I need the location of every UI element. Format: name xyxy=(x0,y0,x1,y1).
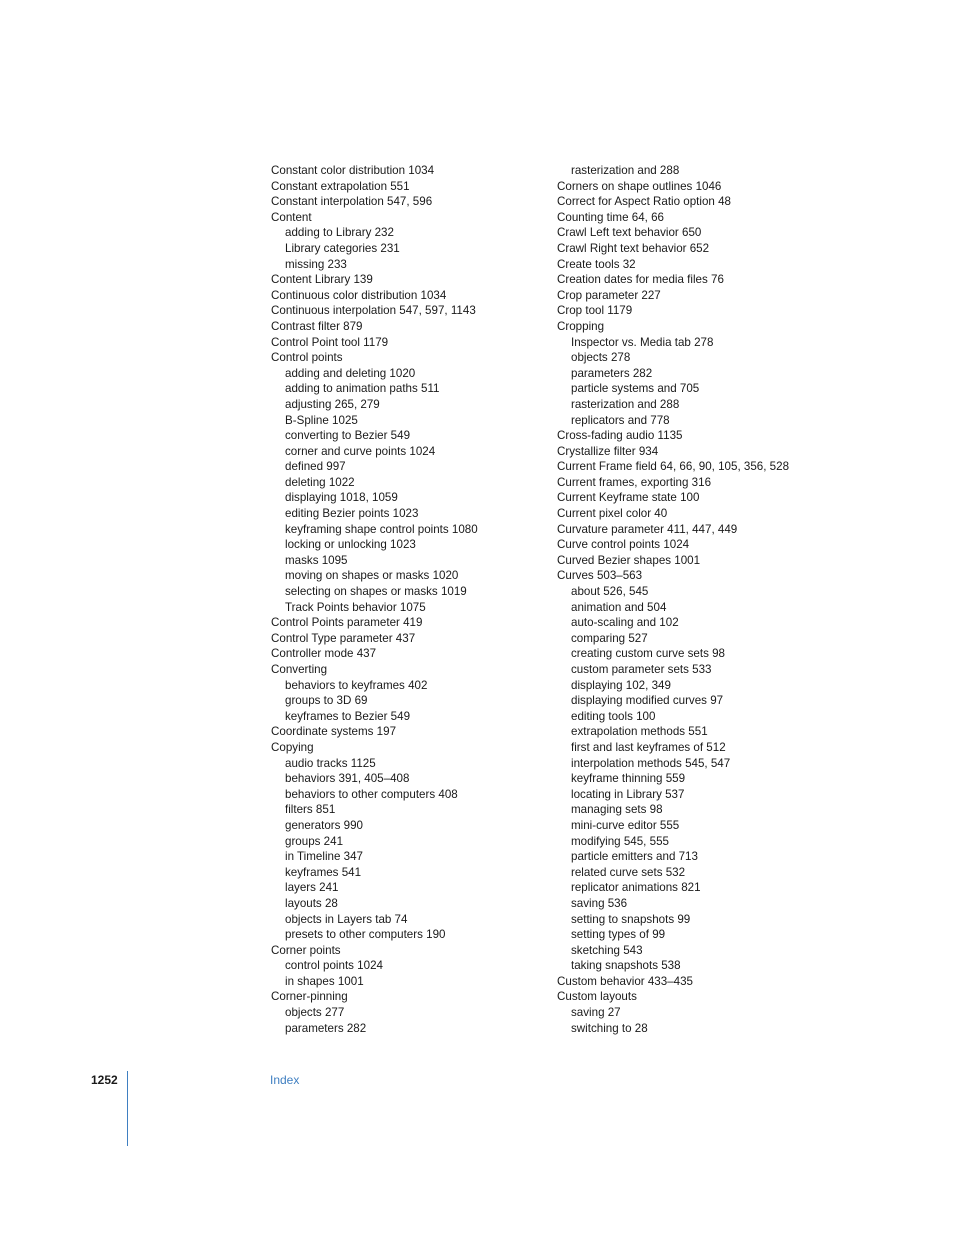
index-subentry: about 526, 545 xyxy=(571,585,649,599)
index-subentry: creating custom curve sets 98 xyxy=(571,647,726,661)
index-subentry: Track Points behavior 1075 xyxy=(285,600,426,614)
index-subentry: adding to Library 232 xyxy=(285,226,394,240)
index-subentry: particle emitters and 713 xyxy=(571,850,698,864)
index-entry: Controller mode 437 xyxy=(271,647,377,661)
index-subentry: managing sets 98 xyxy=(571,803,663,817)
index-subentry: objects 277 xyxy=(285,1006,345,1020)
index-subentry: parameters 282 xyxy=(571,366,653,380)
index-subentry: sketching 543 xyxy=(571,943,643,957)
index-subentry: generators 990 xyxy=(285,818,363,832)
index-entry: Crawl Right text behavior 652 xyxy=(557,241,710,255)
index-subentry: adding and deleting 1020 xyxy=(285,366,416,380)
index-entry: Constant color distribution 1034 xyxy=(271,164,435,177)
index-subentry: moving on shapes or masks 1020 xyxy=(285,569,459,583)
index-subentry: switching to 28 xyxy=(571,1021,648,1035)
index-entry: Curved Bezier shapes 1001 xyxy=(557,553,701,567)
index-subentry: parameters 282 xyxy=(285,1021,367,1035)
index-subentry: animation and 504 xyxy=(571,600,667,614)
index-subentry: keyframes 541 xyxy=(285,865,362,879)
index-subentry: keyframing shape control points 1080 xyxy=(285,522,478,536)
index-entry: Cropping xyxy=(557,319,605,333)
index-subentry: adjusting 265, 279 xyxy=(285,397,380,411)
index-entry: Crop tool 1179 xyxy=(557,304,633,318)
index-subentry: Library categories 231 xyxy=(285,241,400,255)
index-entry: Content xyxy=(271,210,312,224)
index-subentry: presets to other computers 190 xyxy=(285,928,446,942)
index-entry: Control Points parameter 419 xyxy=(271,616,423,630)
index-subentry: objects in Layers tab 74 xyxy=(285,912,408,926)
index-column-left xyxy=(271,163,541,1036)
page-number: 1252 xyxy=(91,1073,118,1087)
index-entry: Crop parameter 227 xyxy=(557,288,661,302)
index-subentry: editing tools 100 xyxy=(571,709,656,723)
index-entry: Current pixel color 40 xyxy=(557,507,668,521)
index-subentry: related curve sets 532 xyxy=(571,865,686,879)
index-entry: Creation dates for media files 76 xyxy=(557,273,724,287)
index-entry: Copying xyxy=(271,740,314,754)
index-subentry: adding to animation paths 511 xyxy=(285,382,440,396)
index-subentry: filters 851 xyxy=(285,803,336,817)
index-entry: Continuous interpolation 547, 597, 1143 xyxy=(271,304,476,318)
index-entry: Constant extrapolation 551 xyxy=(271,179,410,193)
index-subentry: selecting on shapes or masks 1019 xyxy=(285,585,467,599)
index-entry: Corners on shape outlines 1046 xyxy=(557,179,722,193)
index-subentry: masks 1095 xyxy=(285,553,348,567)
index-subentry: rasterization and 288 xyxy=(571,397,680,411)
index-subentry: mini-curve editor 555 xyxy=(571,818,680,832)
index-entry: Content Library 139 xyxy=(271,273,373,287)
index-subentry: custom parameter sets 533 xyxy=(571,663,712,676)
index-entry: Control Type parameter 437 xyxy=(271,631,416,645)
index-subentry: corner and curve points 1024 xyxy=(285,444,436,458)
index-subentry: control points 1024 xyxy=(285,959,383,973)
index-subentry: deleting 1022 xyxy=(285,475,355,489)
index-subentry: replicators and 778 xyxy=(571,413,670,427)
index-subentry: objects 278 xyxy=(571,351,631,365)
index-subentry: locating in Library 537 xyxy=(571,787,685,801)
index-subentry: groups 241 xyxy=(285,834,344,848)
index-subentry: defined 997 xyxy=(285,460,346,474)
index-column-right xyxy=(557,163,817,1036)
index-subentry: particle systems and 705 xyxy=(571,382,700,396)
index-subentry: Inspector vs. Media tab 278 xyxy=(571,335,714,349)
index-subentry: modifying 545, 555 xyxy=(571,834,669,848)
index-entry: Corner points xyxy=(271,943,341,957)
index-entry: Current Keyframe state 100 xyxy=(557,491,700,505)
index-entry: Create tools 32 xyxy=(557,257,636,271)
index-subentry: taking snapshots 538 xyxy=(571,959,681,973)
index-subentry: auto-scaling and 102 xyxy=(571,616,679,630)
index-subentry: displaying 102, 349 xyxy=(571,678,671,692)
index-subentry: in Timeline 347 xyxy=(285,850,363,864)
index-entry: Curves 503–563 xyxy=(557,569,643,583)
index-subentry: behaviors 391, 405–408 xyxy=(285,772,410,786)
index-entry: Curvature parameter 411, 447, 449 xyxy=(557,522,738,536)
index-subentry: first and last keyframes of 512 xyxy=(571,740,726,754)
footer-section-label: Index xyxy=(270,1073,300,1087)
index-entry: Custom behavior 433–435 xyxy=(557,974,693,988)
index-entry: Current Frame field 64, 66, 90, 105, 356, 528 xyxy=(557,460,790,474)
index-entry: Counting time 64, 66 xyxy=(557,210,664,224)
index-entry: Curve control points 1024 xyxy=(557,538,690,552)
index-subentry: saving 536 xyxy=(571,896,628,910)
index-entry: Contrast filter 879 xyxy=(271,319,363,333)
index-entry: Continuous color distribution 1034 xyxy=(271,288,447,302)
index-entry: Crystallize filter 934 xyxy=(557,444,659,458)
footer-divider xyxy=(127,1071,128,1146)
index-entry: Current frames, exporting 316 xyxy=(557,475,712,489)
index-subentry: keyframes to Bezier 549 xyxy=(285,709,411,723)
index-entry: Converting xyxy=(271,663,328,676)
index-entry: Custom layouts xyxy=(557,990,637,1004)
index-subentry: setting to snapshots 99 xyxy=(571,912,691,926)
index-subentry: behaviors to keyframes 402 xyxy=(285,678,428,692)
index-entry: Cross-fading audio 1135 xyxy=(557,429,683,443)
index-subentry: setting types of 99 xyxy=(571,928,666,942)
index-subentry: displaying 1018, 1059 xyxy=(285,491,398,505)
index-subentry: editing Bezier points 1023 xyxy=(285,507,419,521)
index-subentry: interpolation methods 545, 547 xyxy=(571,756,731,770)
index-subentry: rasterization and 288 xyxy=(571,164,680,177)
index-subentry: replicator animations 821 xyxy=(571,881,701,895)
index-subentry: missing 233 xyxy=(285,257,347,271)
index-entry: Constant interpolation 547, 596 xyxy=(271,195,433,209)
index-entry: Coordinate systems 197 xyxy=(271,725,397,739)
index-subentry: B-Spline 1025 xyxy=(285,413,358,427)
index-subentry: displaying modified curves 97 xyxy=(571,694,724,708)
index-entry: Control Point tool 1179 xyxy=(271,335,389,349)
index-subentry: layers 241 xyxy=(285,881,339,895)
index-subentry: in shapes 1001 xyxy=(285,974,364,988)
index-subentry: audio tracks 1125 xyxy=(285,756,376,770)
index-subentry: locking or unlocking 1023 xyxy=(285,538,416,552)
index-subentry: converting to Bezier 549 xyxy=(285,429,411,443)
index-subentry: extrapolation methods 551 xyxy=(571,725,708,739)
index-entry: Corner-pinning xyxy=(271,990,348,1004)
index-subentry: comparing 527 xyxy=(571,631,648,645)
index-entry: Crawl Left text behavior 650 xyxy=(557,226,702,240)
index-subentry: groups to 3D 69 xyxy=(285,694,368,708)
index-subentry: keyframe thinning 559 xyxy=(571,772,686,786)
index-subentry: layouts 28 xyxy=(285,896,338,910)
index-entry: Correct for Aspect Ratio option 48 xyxy=(557,195,731,209)
index-subentry: behaviors to other computers 408 xyxy=(285,787,458,801)
index-entry: Control points xyxy=(271,351,343,365)
index-subentry: saving 27 xyxy=(571,1006,621,1020)
